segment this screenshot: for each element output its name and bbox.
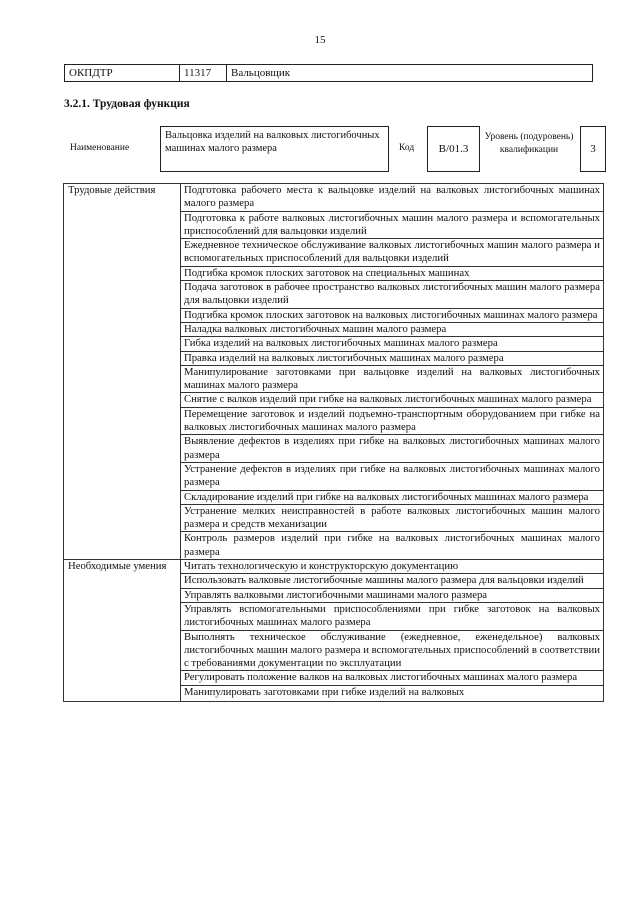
list-item: Подгибка кромок плоских заготовок на специальных машинах xyxy=(181,266,604,280)
list-item: Контроль размеров изделий при гибке на валковых листогибочных машинах малого размера xyxy=(181,532,604,560)
okpdtr-name: Вальцовщик xyxy=(227,65,593,82)
list-item: Подготовка к работе валковых листогибочных машин малого размера и вспомогательных приспособлений для вальцовки изделий xyxy=(181,211,604,239)
level-label: Уровень (подуровень) квалификации xyxy=(484,132,574,155)
list-item: Подготовка рабочего места к вальцовке изделий на валковых листогибочных машинах малого размера xyxy=(181,184,604,212)
list-item: Устранение дефектов в изделиях при гибке на валковых листогибочных машинах малого размера xyxy=(181,462,604,490)
group-title: Необходимые умения xyxy=(64,560,181,702)
list-item: Читать технологическую и конструкторскую документацию xyxy=(181,560,604,574)
list-item: Подгибка кромок плоских заготовок на валковых листогибочных машинах малого размера xyxy=(181,308,604,322)
list-item: Управлять вспомогательными приспособлениями при гибке заготовок на валковых листогибочных машинах малого размера xyxy=(181,602,604,630)
list-item: Складирование изделий при гибке на валковых листогибочных машинах малого размера xyxy=(181,490,604,504)
group-title: Трудовые действия xyxy=(64,184,181,560)
level-value: 3 xyxy=(580,126,606,172)
labor-function-table xyxy=(63,183,604,702)
list-item: Устранение мелких неисправностей в работе валковых листогибочных машин малого размера и средств механизации xyxy=(181,504,604,532)
table-row xyxy=(64,560,604,574)
section-title: 3.2.1. Трудовая функция xyxy=(64,98,190,110)
page-number: 15 xyxy=(314,34,326,46)
list-item: Снятие с валков изделий при гибке на валковых листогибочных машинах малого размера xyxy=(181,393,604,407)
list-item: Гибка изделий на валковых листогибочных машинах малого размера xyxy=(181,337,604,351)
list-item: Манипулирование заготовками при вальцовке изделий на валковых листогибочных машинах малого размера xyxy=(181,365,604,393)
list-item-text: Манипулировать заготовками при гибке изделий на валковых xyxy=(184,685,465,698)
okpdtr-code: 11317 xyxy=(180,65,227,82)
okpdtr-label: ОКПДТР xyxy=(65,65,180,82)
list-item: Ежедневное техническое обслуживание валковых листогибочных машин малого размера и вспомогательных приспособлений для вальцовки изделий xyxy=(181,239,604,267)
list-item: Выполнять техническое обслуживание (ежедневное, еженедельное) валковых листогибочных машин малого размера и вспомогательных приспособлений в соответствии с требованиями документации по эксплуатации xyxy=(181,630,604,671)
name-label: Наименование xyxy=(70,143,130,153)
list-item: Управлять валковыми листогибочными машинами малого размера xyxy=(181,588,604,602)
table-row xyxy=(64,184,604,212)
list-item: Правка изделий на валковых листогибочных машинах малого размера xyxy=(181,351,604,365)
name-value: Вальцовка изделий на валковых листогибочных машинах малого размера xyxy=(160,126,389,172)
list-item: Регулировать положение валков на валковых листогибочных машинах малого размера xyxy=(181,671,604,685)
code-value: B/01.3 xyxy=(427,126,480,172)
list-item: Выявление дефектов в изделиях при гибке на валковых листогибочных машинах малого размера xyxy=(181,435,604,463)
list-item: Использовать валковые листогибочные машины малого размера для вальцовки изделий xyxy=(181,574,604,588)
list-item xyxy=(181,685,604,701)
okpdtr-table xyxy=(64,64,593,82)
list-item: Наладка валковых листогибочных машин малого размера xyxy=(181,322,604,336)
list-item: Перемещение заготовок и изделий подъемно-транспортным оборудованием при гибке на валковых листогибочных машинах малого размера xyxy=(181,407,604,435)
code-label: Код xyxy=(399,143,415,153)
list-item: Подача заготовок в рабочее пространство валковых листогибочных машин малого размера для вальцовки изделий xyxy=(181,281,604,309)
